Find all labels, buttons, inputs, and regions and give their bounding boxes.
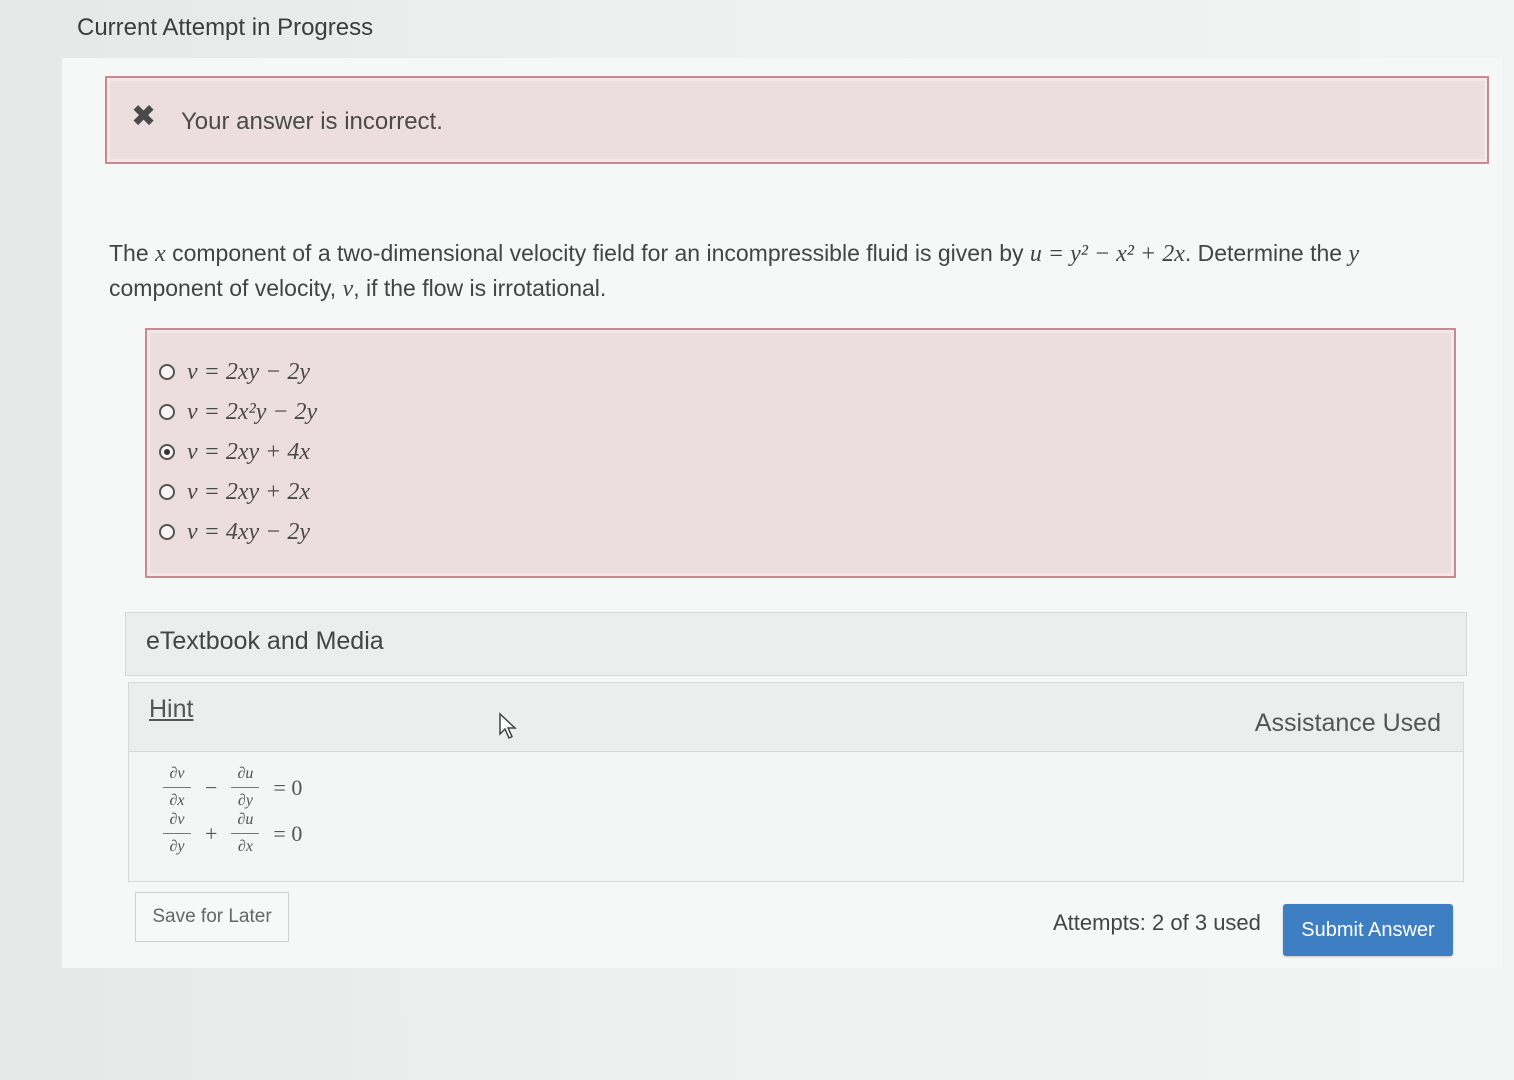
choice-option[interactable]: v = 2xy + 4x	[159, 436, 310, 468]
radio-button[interactable]	[159, 364, 175, 380]
radio-button[interactable]	[159, 524, 175, 540]
choice-option[interactable]: v = 4xy − 2y	[159, 516, 310, 548]
attempts-counter: Attempts: 2 of 3 used	[1053, 910, 1261, 935]
feedback-banner	[105, 76, 1489, 164]
radio-button-selected[interactable]	[159, 444, 175, 460]
assistance-used-label: Assistance Used	[1254, 709, 1441, 737]
submit-answer-button[interactable]: Submit Answer	[1283, 904, 1453, 956]
save-for-later-button[interactable]: Save for Later	[135, 892, 289, 942]
hint-equation-1: $\frac{\partial v}{\partial x}$ − $\frac{\partial u}{\partial y}$ = 0	[157, 765, 310, 810]
mouse-cursor-icon	[498, 712, 518, 740]
choice-option[interactable]: v = 2x²y − 2y	[159, 396, 317, 428]
question-text: The x component of a two-dimensional velocity field for an incompressible fluid is given by u = y² − x² + 2x. Determine the y component of velocity, v, if the flow is irrotational.	[109, 240, 1360, 302]
hint-section	[128, 682, 1464, 882]
etextbook-section[interactable]	[125, 612, 1467, 676]
given-equation: u = y² − x² + 2x	[1029, 241, 1185, 267]
etextbook-label: eTextbook and Media	[146, 627, 384, 655]
radio-button[interactable]	[159, 404, 175, 420]
radio-button[interactable]	[159, 484, 175, 500]
x-mark-icon: ✖	[131, 100, 157, 133]
feedback-message: Your answer is incorrect.	[181, 108, 443, 135]
hint-equation-2: $\frac{\partial v}{\partial y}$ + $\frac{\partial u}{\partial x}$ = 0	[157, 811, 310, 856]
hint-link[interactable]: Hint	[149, 695, 194, 723]
page-title: Current Attempt in Progress	[77, 14, 374, 41]
answer-choices	[145, 328, 1456, 578]
choice-option[interactable]: v = 2xy − 2y	[159, 356, 310, 388]
hint-header	[129, 683, 1463, 752]
choice-option[interactable]: v = 2xy + 2x	[159, 476, 310, 508]
